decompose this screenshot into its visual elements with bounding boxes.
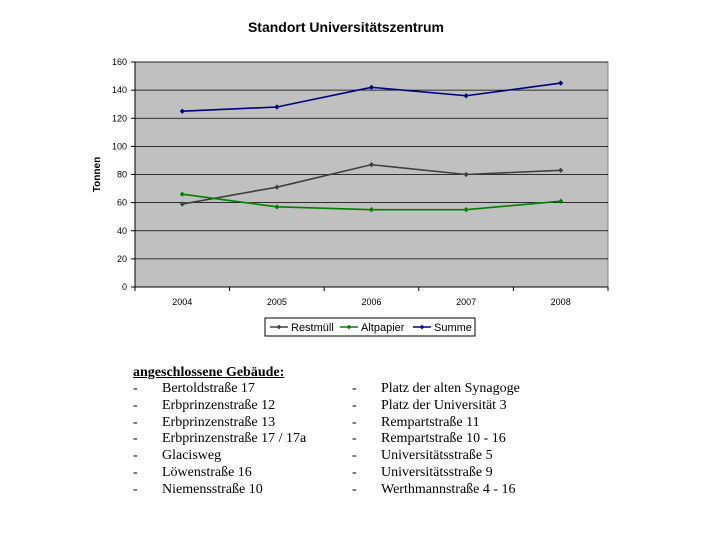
building-row — [133, 415, 573, 432]
building-name: Niemensstraße 10 — [162, 481, 263, 497]
y-tick-label: 80 — [116, 169, 127, 180]
building-name: Rempartstraße 11 — [381, 414, 480, 430]
building-name: Erbprinzenstraße 13 — [162, 414, 276, 430]
bullet-dash: - — [352, 397, 357, 413]
x-tick-labels — [172, 297, 570, 307]
y-tick-label: 140 — [111, 85, 127, 96]
building-name: Glacisweg — [162, 448, 222, 464]
y-tick-label: 160 — [111, 57, 127, 67]
building-rows — [133, 381, 573, 499]
y-tick-labels — [112, 57, 127, 292]
chart-title: Standort Universitätszentrum — [247, 19, 445, 35]
building-name: Löwenstraße 16 — [162, 464, 252, 480]
legend-label-restm-ll: Restmüll — [291, 322, 334, 334]
building-name: Bertoldstraße 17 — [162, 381, 255, 396]
bullet-dash: - — [133, 431, 138, 447]
x-tick-label: 2004 — [172, 297, 193, 307]
building-row — [133, 448, 573, 465]
building-name: Rempartstraße 10 - 16 — [381, 431, 506, 447]
building-name: Werthmannstraße 4 - 16 — [381, 481, 516, 497]
building-name: Universitätsstraße 9 — [381, 464, 493, 480]
legend-label-summe: Summe — [434, 322, 472, 334]
bullet-dash: - — [133, 481, 138, 497]
bullet-dash: - — [133, 414, 138, 430]
building-name: Universitätsstraße 5 — [381, 448, 493, 464]
building-name: Platz der alten Synagoge — [381, 381, 520, 396]
y-tick-label: 120 — [111, 113, 127, 124]
bullet-dash: - — [352, 381, 357, 396]
x-tick-label: 2005 — [266, 297, 287, 307]
bullet-dash: - — [352, 464, 357, 480]
building-row — [133, 398, 573, 415]
y-tick-label: 20 — [116, 253, 127, 264]
building-row — [133, 482, 573, 499]
building-row — [133, 381, 573, 398]
building-name: Erbprinzenstraße 12 — [162, 397, 276, 413]
building-list-heading: angeschlossene Gebäude: — [133, 365, 285, 380]
bullet-dash: - — [352, 414, 357, 430]
bullet-dash: - — [133, 464, 138, 480]
bullet-dash: - — [133, 397, 138, 413]
bullet-dash: - — [133, 448, 138, 464]
building-row — [133, 465, 573, 482]
building-name: Platz der Universität 3 — [381, 397, 507, 413]
y-tick-label: 40 — [116, 225, 127, 236]
bullet-dash: - — [133, 381, 138, 396]
building-list — [133, 364, 573, 499]
y-axis-title: Tonnen — [92, 156, 103, 193]
legend-label-altpapier: Altpapier — [361, 322, 405, 334]
building-row — [133, 431, 573, 448]
y-tick-label: 60 — [116, 197, 127, 208]
legend — [265, 318, 475, 336]
bullet-dash: - — [352, 431, 357, 447]
y-tick-label: 100 — [111, 141, 127, 152]
bullet-dash: - — [352, 481, 357, 497]
building-name: Erbprinzenstraße 17 / 17a — [162, 431, 307, 447]
x-tick-label: 2008 — [550, 297, 571, 307]
x-tick-label: 2007 — [456, 297, 477, 307]
bullet-dash: - — [352, 448, 357, 464]
y-tick-label: 0 — [121, 282, 127, 292]
x-tick-label: 2006 — [361, 297, 382, 307]
